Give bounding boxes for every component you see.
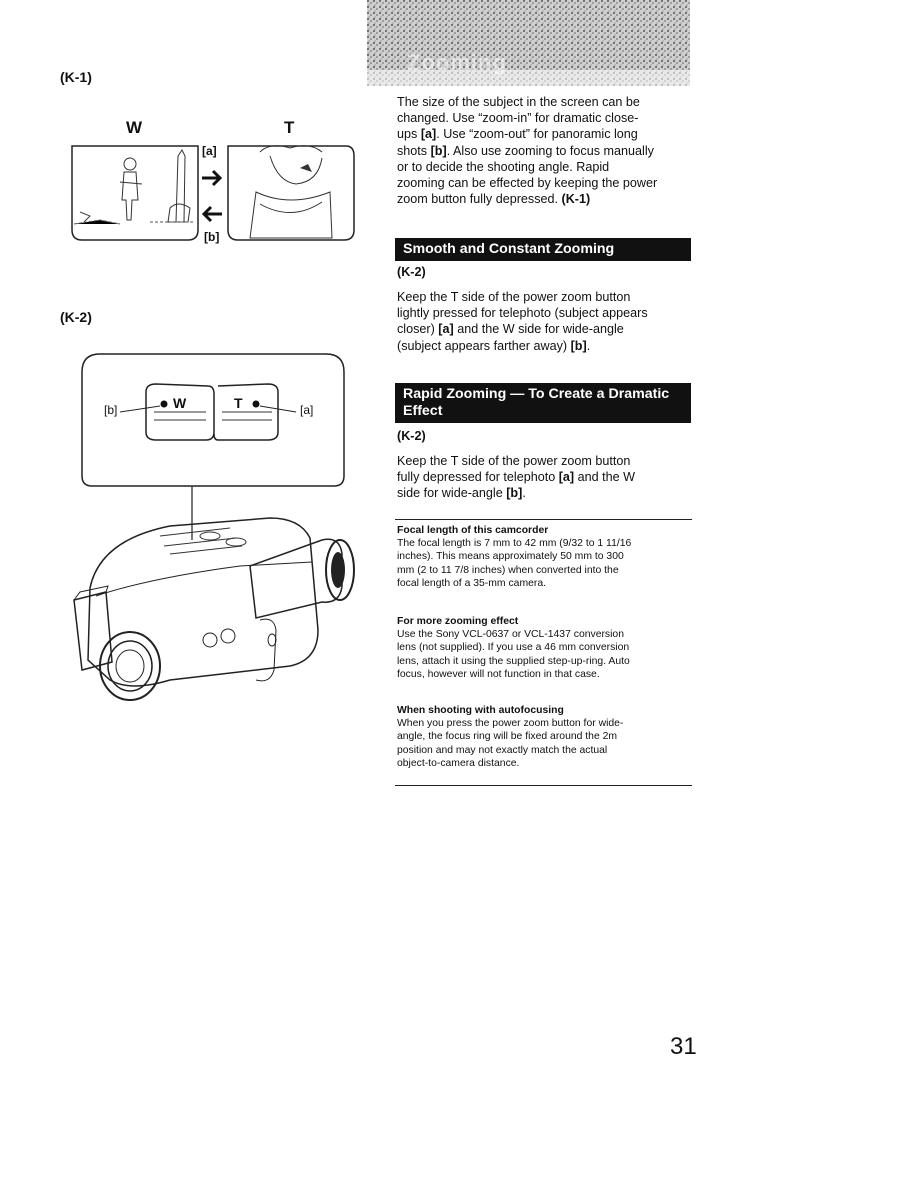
section-heading-smooth-zooming: [395, 238, 691, 261]
note-line: angle, the focus ring will be fixed around the 2m: [397, 731, 618, 743]
intro-line: ups [a]. Use “zoom-out” for panoramic long: [397, 127, 638, 142]
section1-paragraph: [397, 289, 697, 354]
header-title: Zooming: [407, 50, 507, 75]
intro-line: zooming can be effected by keeping the power: [397, 176, 658, 191]
section-heading-text: Rapid Zooming — To Create a Dramatic: [403, 386, 670, 402]
figure-k1: [60, 112, 360, 257]
camcorder-illustration: [60, 340, 360, 720]
note-autofocusing: [397, 704, 697, 770]
section2-line: side for wide-angle [b].: [397, 486, 526, 501]
section2-line: Keep the T side of the power zoom button: [397, 454, 631, 468]
section2-paragraph: [397, 453, 697, 502]
k2-a-label: [a]: [300, 403, 314, 417]
note-line: position and may not exactly match the actual: [397, 744, 608, 756]
b-label: [b]: [204, 230, 220, 244]
header-banner: [367, 0, 690, 86]
note-line: lens, attach it using the supplied step-up-ring. Auto: [397, 655, 630, 667]
notes-bottom-rule: [395, 785, 692, 786]
note-line: focal length of a 35-mm camera.: [397, 577, 547, 589]
intro-paragraph: [397, 94, 697, 207]
notes-top-rule: [395, 519, 692, 520]
section-heading-text: Smooth and Constant Zooming: [403, 241, 615, 257]
section-heading-text: Effect: [403, 403, 443, 419]
k2-w-label: W: [173, 395, 187, 411]
section2-line: fully depressed for telephoto [a] and the W: [397, 470, 636, 485]
intro-line: zoom button fully depressed. (K-1): [397, 192, 591, 207]
t-label: T: [284, 118, 295, 137]
section2-ref: (K-2): [397, 429, 426, 443]
section1-line: (subject appears farther away) [b].: [397, 338, 591, 353]
note-more-zooming: [397, 615, 697, 681]
note-title: Focal length of this camcorder: [397, 525, 549, 536]
w-label: W: [126, 118, 143, 137]
note-line: inches). This means approximately 50 mm to 300: [397, 551, 624, 563]
note-line: The focal length is 7 mm to 42 mm (9/32 to 1 11/16: [397, 538, 632, 549]
note-line: When you press the power zoom button for wide-: [397, 718, 624, 729]
figure-k2-label: (K-2): [60, 309, 92, 325]
note-line: mm (2 to 11 7/8 inches) when converted into the: [397, 564, 619, 576]
intro-line: shots [b]. Also use zooming to focus manually: [397, 143, 654, 158]
note-line: lens (not supplied). If you use a 46 mm conversion: [397, 642, 630, 654]
note-line: focus, however will not function in that case.: [397, 668, 600, 680]
section1-line: Keep the T side of the power zoom button: [397, 290, 631, 304]
k2-b-label: [b]: [104, 403, 118, 417]
section1-line: closer) [a] and the W side for wide-angle: [397, 322, 624, 337]
intro-line: or to decide the shooting angle. Rapid: [397, 159, 610, 174]
section1-ref: (K-2): [397, 265, 426, 279]
intro-line: The size of the subject in the screen can be: [397, 95, 640, 109]
note-title: For more zooming effect: [397, 616, 519, 627]
k2-t-label: T: [234, 395, 243, 411]
figure-k2: [60, 340, 360, 720]
note-line: object-to-camera distance.: [397, 757, 520, 769]
section-heading-rapid-zooming: [395, 383, 691, 423]
note-title: When shooting with autofocusing: [397, 705, 564, 716]
section1-line: lightly pressed for telephoto (subject appears: [397, 306, 648, 321]
note-line: Use the Sony VCL-0637 or VCL-1437 conversion: [397, 629, 624, 640]
page-number: 31: [670, 1033, 697, 1060]
note-focal-length: [397, 524, 697, 590]
a-label: [a]: [202, 144, 217, 158]
figure-k1-label: (K-1): [60, 69, 92, 85]
intro-line: changed. Use “zoom-in” for dramatic close-: [397, 111, 639, 126]
